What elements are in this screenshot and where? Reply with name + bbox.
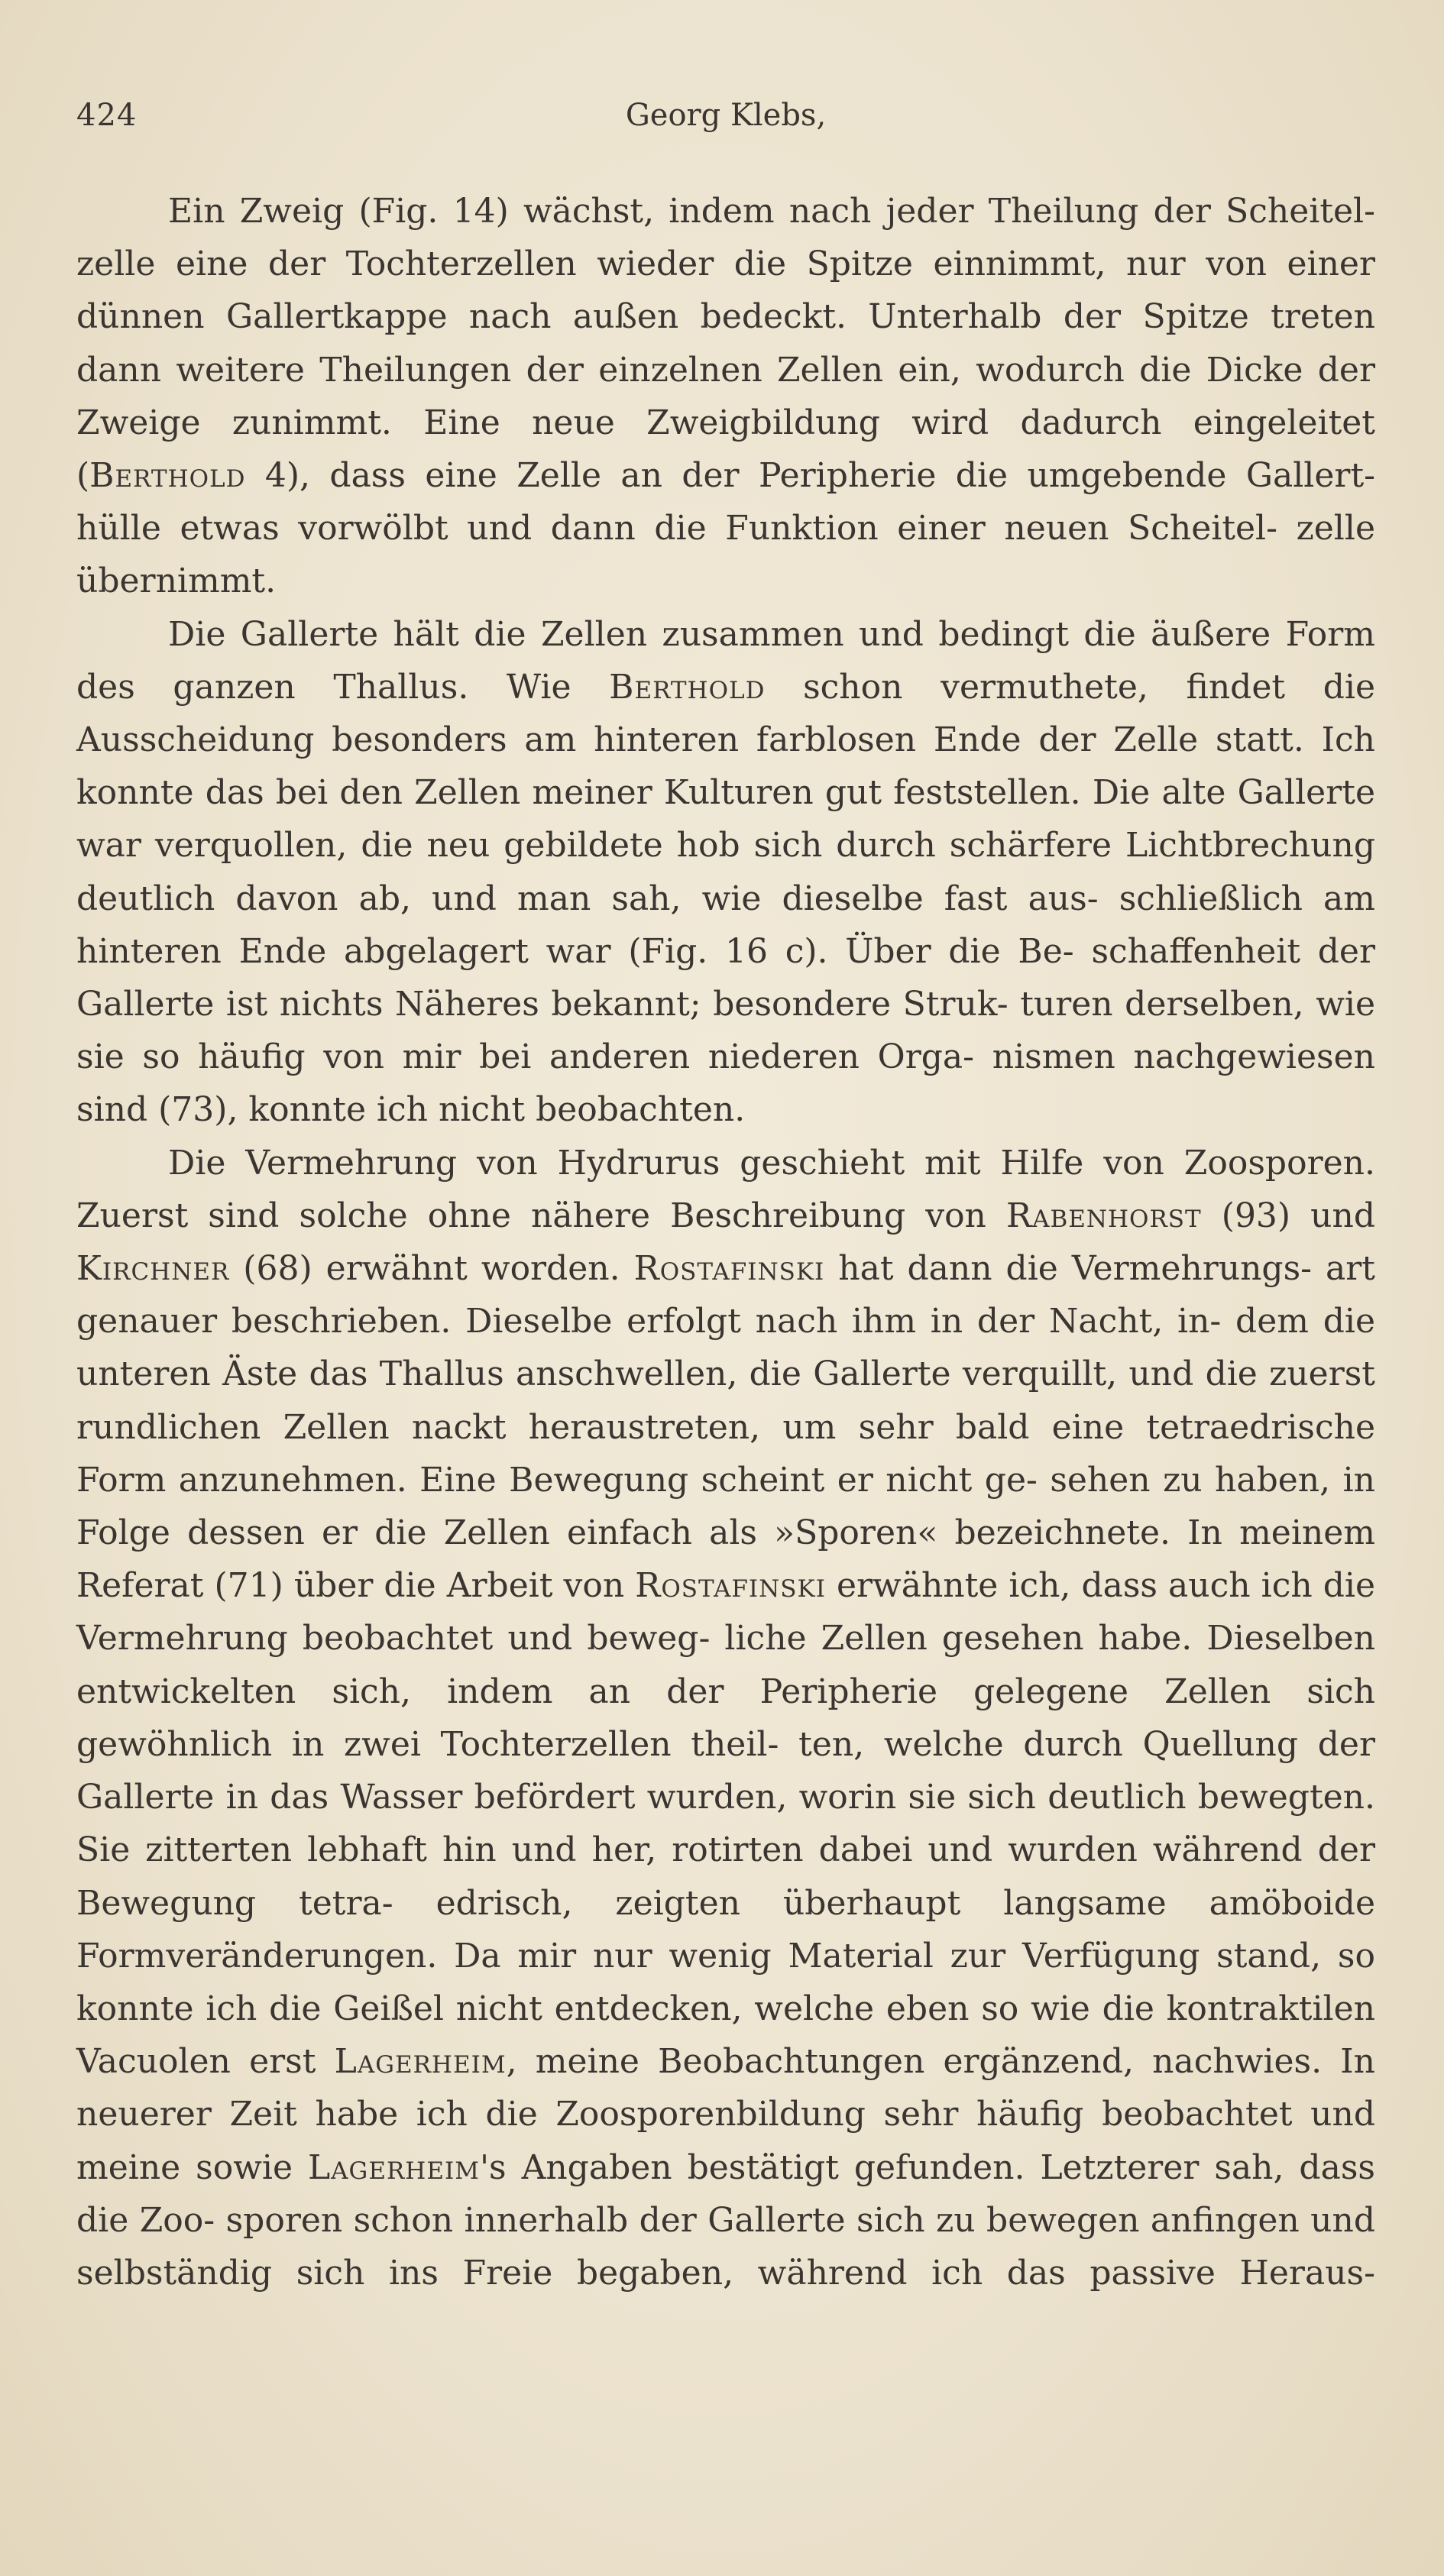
- paragraph-2: [76, 608, 1375, 1137]
- text-line: bezeichnete. In meinem Referat (71) über die Arbeit von Rostafinski: [76, 1513, 1376, 1606]
- text-line: die Ausscheidung besonders am hinteren farblosen Ende der Zelle statt.: [76, 667, 1375, 760]
- author-name: Kirchner: [76, 1249, 230, 1289]
- text-line: sporen schon innerhalb der Gallerte sich zu bewegen anfingen und: [225, 2200, 1375, 2240]
- paragraph-3: [76, 1137, 1375, 2299]
- page-header: [76, 98, 1375, 144]
- text-line: (Berthold 4), dass eine Zelle an der Peripherie die umgebende Gallert-: [76, 456, 1375, 496]
- text-line: Form des ganzen Thallus. Wie Berthold schon vermuthete, findet: [76, 614, 1375, 707]
- text-line: mir nur wenig Material zur Verfügung stand, so konnte ich die Geißel: [76, 1936, 1375, 2028]
- author-name: Rabenhorst: [1005, 1196, 1202, 1235]
- text-line: dann weitere Theilungen der einzelnen Zellen ein, wodurch die Dicke: [76, 350, 1303, 390]
- running-head: Georg Klebs,: [625, 98, 827, 133]
- text-line: erwähnte ich, dass auch ich die Vermehrung beobachtet und beweg-: [76, 1566, 1375, 1659]
- text-line: wurden, worin sie sich deutlich bewegten. Sie zitterten lebhaft hin: [76, 1778, 1375, 1870]
- text-line: Die Gallerte hält die Zellen zusammen und bedingt die äußere: [168, 614, 1271, 654]
- text-line: schaffenheit der Gallerte ist nichts Näheres bekannt; besondere Struk-: [76, 931, 1375, 1024]
- text-line: selbständig sich ins Freie begaben, während ich das passive Heraus-: [76, 2253, 1375, 2293]
- text-line: zelle übernimmt.: [76, 509, 1375, 601]
- text-line: habe ich die Zoosporenbildung sehr häufig beobachtet und meine sowie: [76, 2095, 1375, 2187]
- author-name: Berthold: [89, 456, 246, 496]
- text-line: Ich konnte das bei den Zellen meiner Kulturen gut feststellen. Die: [76, 720, 1375, 813]
- body-text: [76, 185, 1375, 2299]
- text-line: nicht entdecken, welche eben so wie die kontraktilen Vacuolen erst: [76, 1989, 1375, 2082]
- text-line: Kirchner (68) erwähnt worden. Rostafinski hat dann die Vermehrungs-: [76, 1249, 1313, 1289]
- text-line: dünnen Gallertkappe nach außen bedeckt. Unterhalb der Spitze treten: [76, 297, 1375, 337]
- text-line: zelle eine der Tochterzellen wieder die Spitze einnimmt, nur von einer: [76, 244, 1375, 284]
- paragraph-1: [76, 185, 1375, 608]
- text-line: alte Gallerte war verquollen, die neu gebildete hob sich durch schärfere: [76, 773, 1375, 866]
- text-line: Peripherie gelegene Zellen sich gewöhnlich in zwei Tochterzellen theil-: [76, 1671, 1375, 1764]
- text-line: ten, welche durch Quellung der Gallerte in das Wasser befördert: [76, 1724, 1375, 1817]
- text-line: Ein Zweig (Fig. 14) wächst, indem nach jeder Theilung der Scheitel-: [168, 192, 1375, 231]
- text-line: hülle etwas vorwölbt und dann die Funktion einer neuen Scheitel-: [76, 509, 1277, 549]
- text-line: sehen zu haben, in Folge dessen er die Zellen einfach als »Sporen«: [76, 1460, 1375, 1553]
- text-line: schließlich am hinteren Ende abgelagert war (Fig. 16 c). Über die Be-: [76, 879, 1375, 971]
- text-line: Die Vermehrung von Hydrurus geschieht mit Hilfe von Zoosporen.: [168, 1143, 1375, 1183]
- text-line: edrisch, zeigten überhaupt langsame amöboide Formveränderungen. Da: [76, 1883, 1375, 1976]
- text-line: turen derselben, wie sie so häufig von mir bei anderen niederen Orga-: [76, 985, 1375, 1077]
- text-line: tetraedrische Form anzunehmen. Eine Bewegung scheint er nicht ge-: [76, 1407, 1375, 1500]
- author-name: Lagerheim: [334, 2042, 507, 2082]
- text-line: und die zuerst rundlichen Zellen nackt heraustreten, um sehr bald eine: [76, 1354, 1375, 1447]
- author-name: Rostafinski: [633, 1249, 825, 1289]
- author-name: Lagerheim: [307, 2147, 480, 2187]
- author-name: Berthold: [609, 667, 766, 707]
- text-line: Lagerheim's Angaben bestätigt gefunden. Letzterer sah, dass die Zoo-: [76, 2147, 1375, 2240]
- text-line: Lagerheim, meine Beobachtungen ergänzend, nachwies. In neuerer Zeit: [76, 2042, 1375, 2134]
- text-line: Zuerst sind solche ohne nähere Beschreibung von Rabenhorst (93) und: [76, 1196, 1375, 1235]
- text-line: art genauer beschrieben. Dieselbe erfolgt nach ihm in der Nacht, in-: [76, 1249, 1375, 1341]
- text-line: dem die unteren Äste das Thallus anschwellen, die Gallerte verquillt,: [76, 1302, 1375, 1394]
- author-name: Rostafinski: [635, 1566, 826, 1606]
- text-line: liche Zellen gesehen habe. Dieselben entwickelten sich, indem an der: [76, 1619, 1375, 1711]
- text-line: nismen nachgewiesen sind (73), konnte ich nicht beobachten.: [76, 1037, 1375, 1130]
- text-line: Lichtbrechung deutlich davon ab, und man sah, wie dieselbe fast aus-: [76, 826, 1375, 918]
- page-number: 424: [76, 98, 138, 133]
- text-line: und her, rotirten dabei und wurden während der Bewegung tetra-: [76, 1830, 1375, 1923]
- text-line: der Zweige zunimmt. Eine neue Zweigbildung wird dadurch eingeleitet: [76, 350, 1375, 442]
